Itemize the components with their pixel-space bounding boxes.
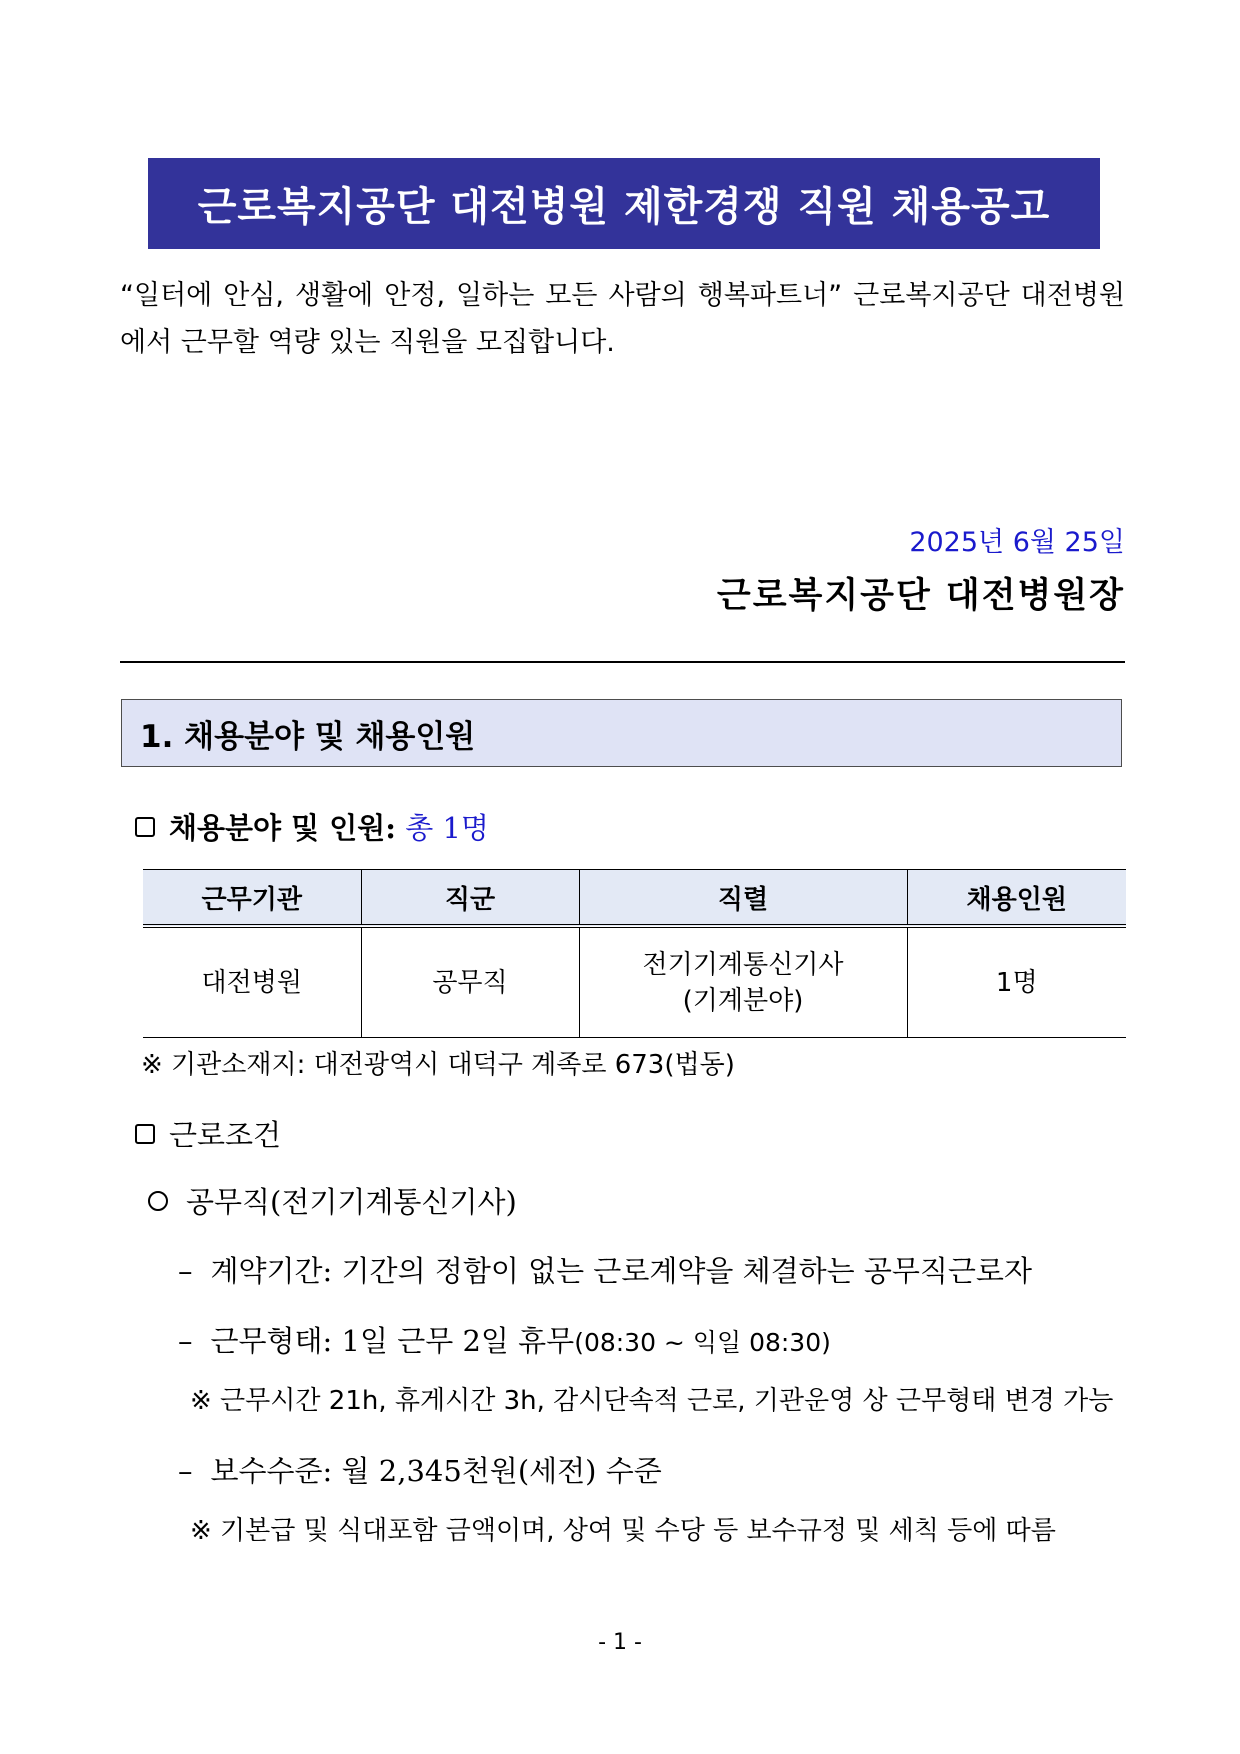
cell-series xyxy=(579,926,907,1038)
conditions-sub-heading-label: 공무직(전기기계통신기사) xyxy=(186,1185,517,1219)
contract-text: 계약기간: 기간의 정함이 없는 근로계약을 체결하는 공무직근로자 xyxy=(210,1254,1032,1288)
location-note: ※ 기관소재지: 대전광역시 대덕구 계족로 673(법동) xyxy=(141,1050,735,1080)
recruit-total: 총 1명 xyxy=(405,811,489,845)
dash-bullet-icon: – xyxy=(178,1254,193,1288)
checkbox-square-icon xyxy=(135,817,155,837)
recruitment-table xyxy=(143,869,1126,1038)
divider xyxy=(120,661,1125,663)
cell-count: 1명 xyxy=(907,926,1126,1038)
cell-series-line1: 전기기계통신기사 xyxy=(642,949,844,980)
table-header-row xyxy=(143,870,1126,927)
page-number: - 1 - xyxy=(598,1630,642,1655)
pay-note: ※ 기본급 및 식대포함 금액이며, 상여 및 수당 등 보수규정 및 세칙 등에 따름 xyxy=(190,1516,1056,1546)
table-row xyxy=(143,926,1126,1038)
cell-org: 대전병원 xyxy=(143,926,361,1038)
work-type-item xyxy=(178,1319,831,1360)
header-group: 직군 xyxy=(361,870,579,927)
header-org: 근무기관 xyxy=(143,870,361,927)
work-type-label: 근무형태: 1일 근무 2일 휴무 xyxy=(210,1324,575,1358)
contract-item xyxy=(178,1249,1032,1290)
cell-series-line2: (기계분야) xyxy=(682,985,804,1016)
header-series: 직렬 xyxy=(579,870,907,927)
pay-item xyxy=(178,1449,662,1490)
pay-text: 보수수준: 월 2,345천원(세전) 수준 xyxy=(210,1454,662,1488)
section-heading-recruitment: 1. 채용분야 및 채용인원 xyxy=(121,699,1122,767)
cell-group: 공무직 xyxy=(361,926,579,1038)
conditions-heading xyxy=(135,1113,281,1154)
recruit-field-label: 채용분야 및 인원: xyxy=(169,811,396,845)
announcement-title: 근로복지공단 대전병원 제한경쟁 직원 채용공고 xyxy=(148,158,1100,249)
issuer-name: 근로복지공단 대전병원장 xyxy=(716,576,1125,616)
conditions-sub-heading xyxy=(148,1180,517,1221)
announcement-date: 2025년 6월 25일 xyxy=(909,527,1125,558)
dash-bullet-icon: – xyxy=(178,1454,193,1488)
header-count: 채용인원 xyxy=(907,870,1126,927)
recruit-field-heading xyxy=(135,806,489,847)
conditions-heading-label: 근로조건 xyxy=(169,1118,282,1152)
work-type-time: (08:30 ~ 익일 08:30) xyxy=(574,1328,831,1357)
dash-bullet-icon: – xyxy=(178,1324,193,1358)
circle-bullet-icon xyxy=(148,1191,168,1211)
checkbox-square-icon xyxy=(135,1124,155,1144)
work-hours-note: ※ 근무시간 21h, 휴게시간 3h, 감시단속적 근로, 기관운영 상 근무형태 변경 가능 xyxy=(190,1386,1114,1416)
intro-paragraph: “일터에 안심, 생활에 안정, 일하는 모든 사람의 행복파트너” 근로복지공단 대전병원에서 근무할 역량 있는 직원을 모집합니다. xyxy=(120,280,1125,358)
